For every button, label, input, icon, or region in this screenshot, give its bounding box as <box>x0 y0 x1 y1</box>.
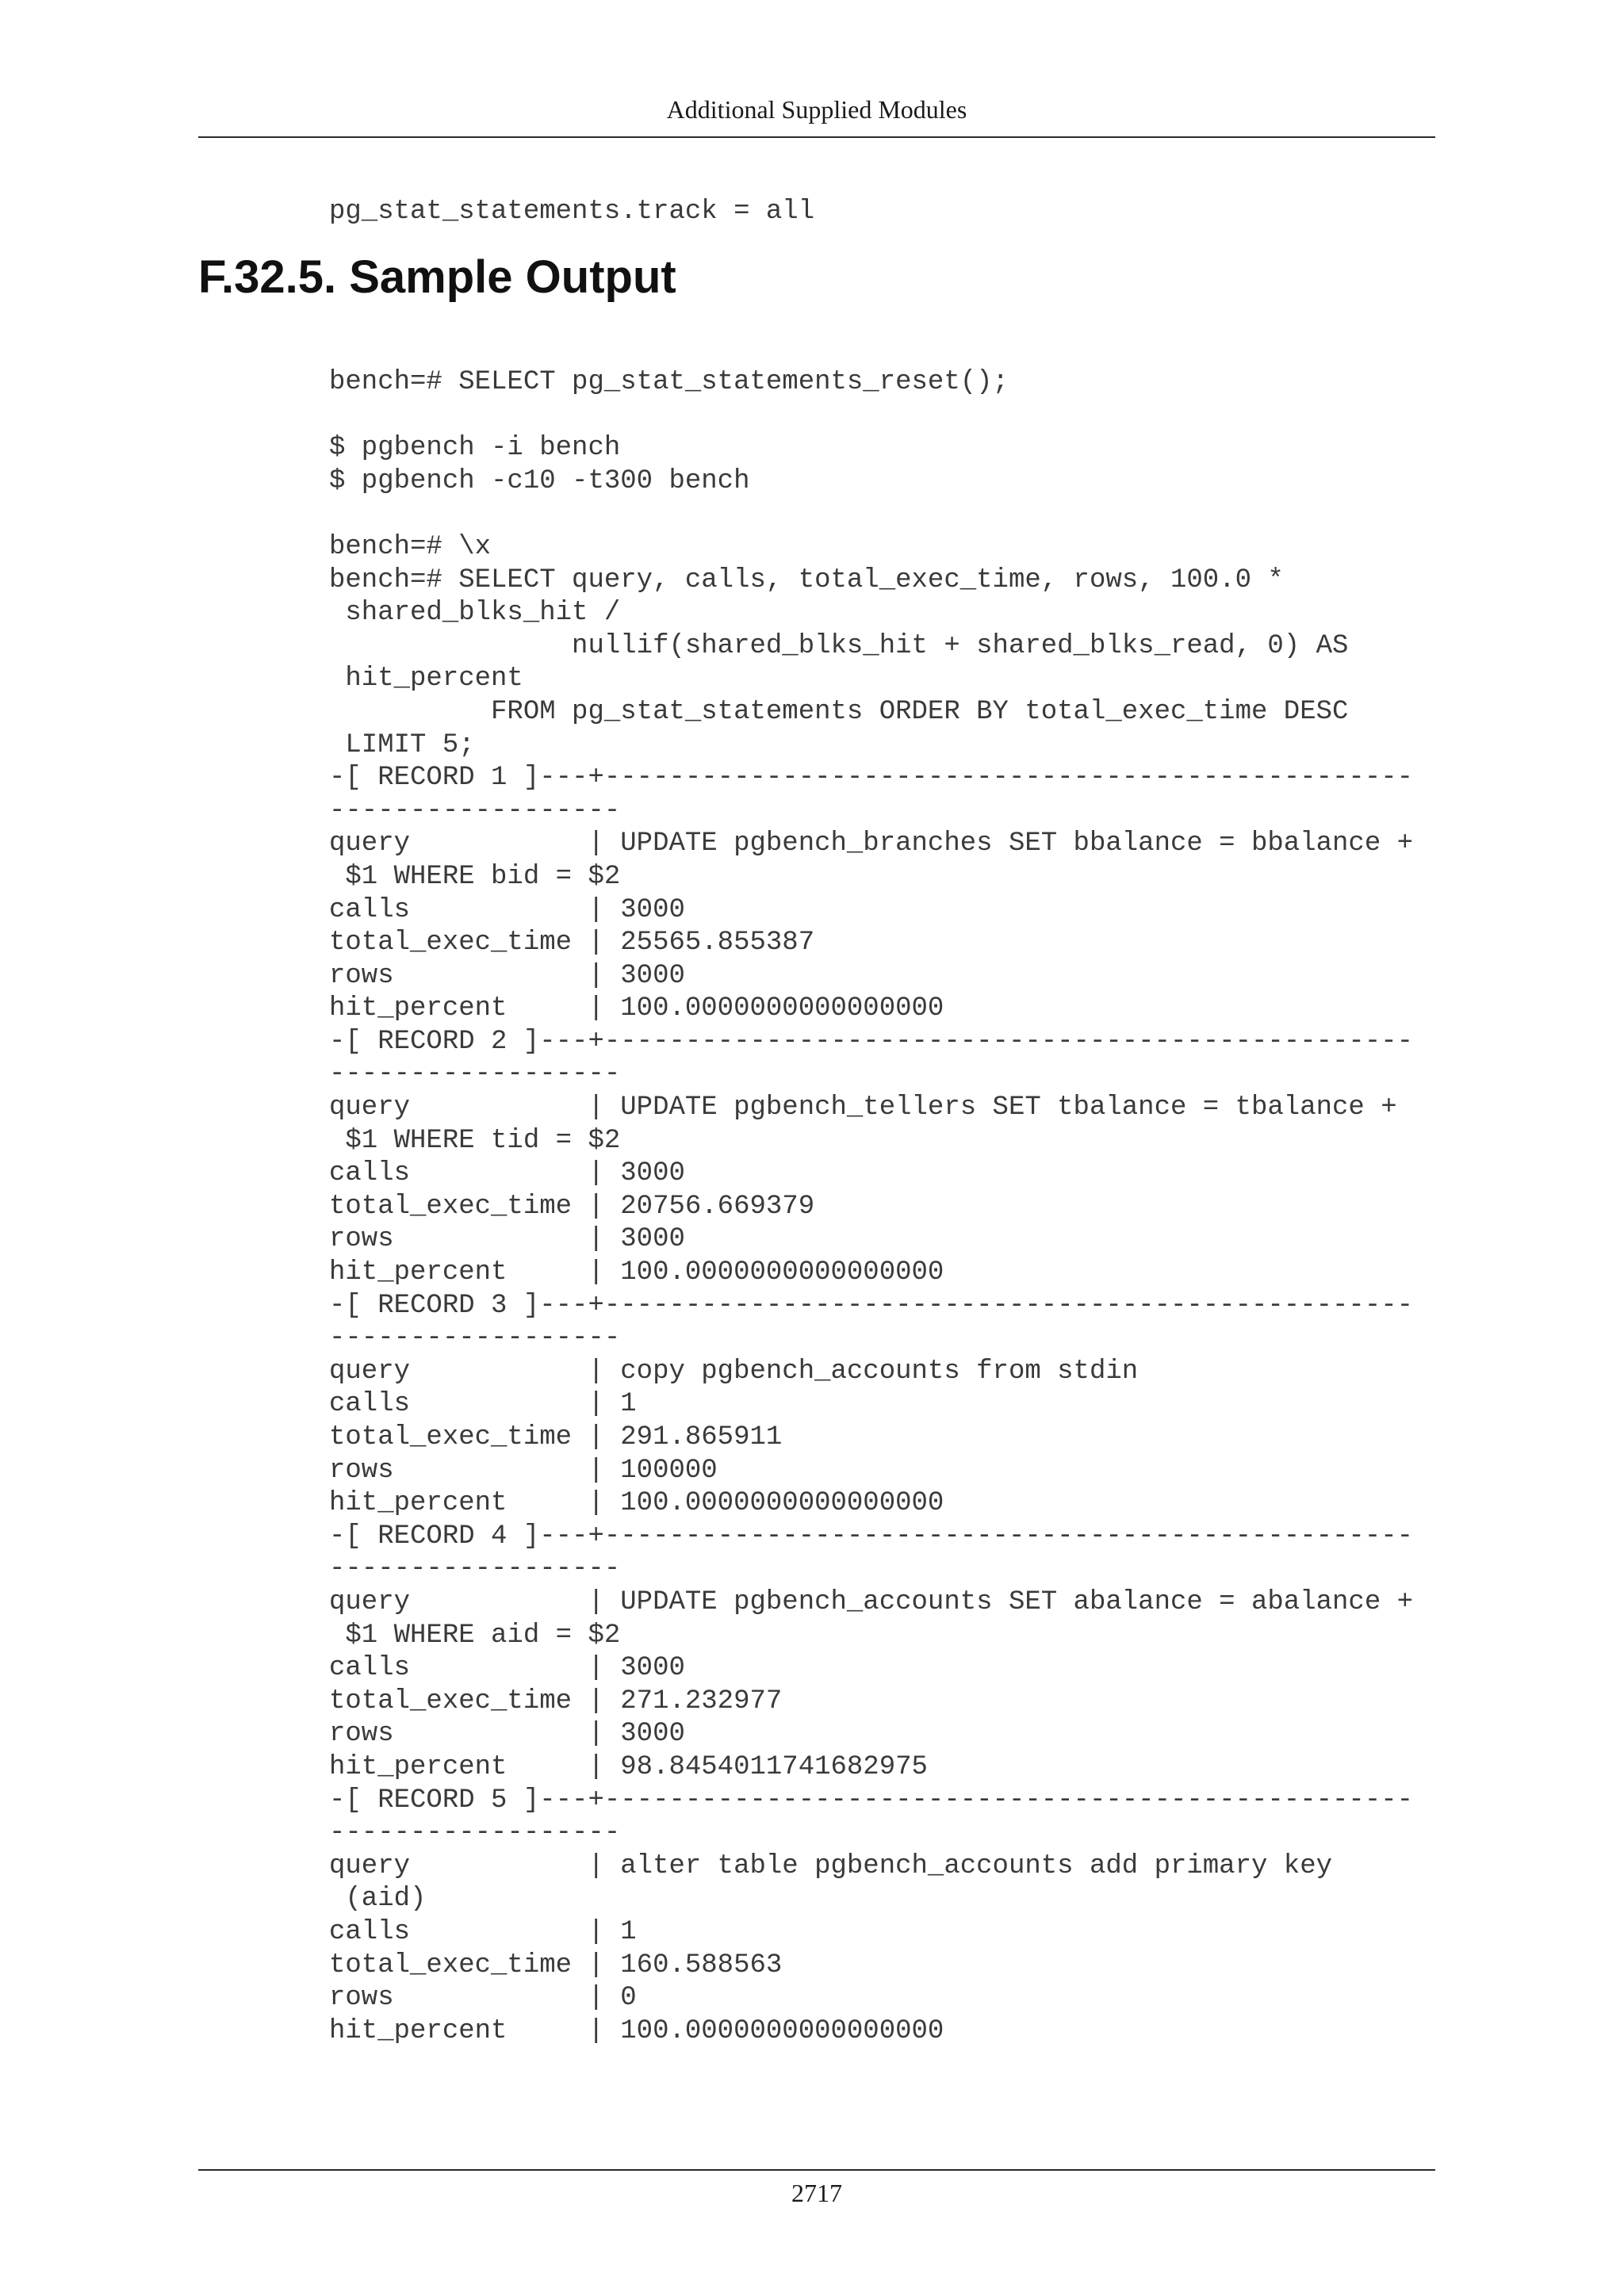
code-line: total_exec_time | 271.232977 <box>329 1686 783 1716</box>
code-line: LIMIT 5; <box>329 729 475 760</box>
code-line: hit_percent | 100.0000000000000000 <box>329 2015 944 2046</box>
code-line: query | copy pgbench_accounts from stdin <box>329 1356 1139 1387</box>
code-line: total_exec_time | 20756.669379 <box>329 1191 815 1222</box>
running-header: Additional Supplied Modules <box>666 95 967 124</box>
code-line: ------------------ <box>329 1059 621 1090</box>
code-line: query | UPDATE pgbench_branches SET bbalance = bbalance + <box>329 828 1414 859</box>
code-line: nullif(shared_blks_hit + shared_blks_read, 0) AS <box>329 630 1349 661</box>
footer-rule <box>198 2169 1435 2171</box>
code-line: ------------------ <box>329 1554 621 1585</box>
code-line: ------------------ <box>329 1323 621 1354</box>
section-heading: F.32.5. Sample Output <box>198 251 676 303</box>
code-line: hit_percent | 100.0000000000000000 <box>329 1488 944 1519</box>
code-line: calls | 1 <box>329 1916 637 1947</box>
config-code-block: pg_stat_statements.track = all <box>329 197 815 227</box>
code-line: bench=# \x <box>329 531 492 562</box>
code-line: -[ RECORD 4 ]---+-------------------------------------------------- <box>329 1521 1414 1552</box>
code-line: calls | 3000 <box>329 1158 685 1189</box>
code-line: $ pgbench -c10 -t300 bench <box>329 465 750 496</box>
code-line: rows | 0 <box>329 1983 637 2014</box>
code-line: bench=# SELECT pg_stat_statements_reset(); <box>329 367 1009 397</box>
code-line: calls | 3000 <box>329 1653 685 1684</box>
code-line: rows | 100000 <box>329 1455 718 1486</box>
code-line: $1 WHERE tid = $2 <box>329 1125 621 1156</box>
code-line: (aid) <box>329 1884 427 1915</box>
code-line: $1 WHERE bid = $2 <box>329 861 621 892</box>
header-rule <box>198 136 1435 138</box>
code-line: hit_percent | 100.0000000000000000 <box>329 993 944 1024</box>
code-line: bench=# SELECT query, calls, total_exec_time, rows, 100.0 * <box>329 564 1284 595</box>
code-line: -[ RECORD 2 ]---+-------------------------------------------------- <box>329 1026 1414 1057</box>
code-line: ------------------ <box>329 795 621 826</box>
code-line: hit_percent <box>329 664 523 695</box>
code-line: $ pgbench -i bench <box>329 433 621 464</box>
code-line: rows | 3000 <box>329 1224 685 1255</box>
code-line: $1 WHERE aid = $2 <box>329 1620 621 1651</box>
code-line: rows | 3000 <box>329 960 685 991</box>
code-line: -[ RECORD 5 ]---+-------------------------------------------------- <box>329 1785 1414 1816</box>
code-line: total_exec_time | 25565.855387 <box>329 928 815 959</box>
code-line: total_exec_time | 160.588563 <box>329 1950 783 1980</box>
code-line: query | alter table pgbench_accounts add primary key <box>329 1850 1333 1881</box>
code-line: ------------------ <box>329 1818 621 1849</box>
sample-output-code-block <box>329 366 1413 2048</box>
code-line: rows | 3000 <box>329 1719 685 1750</box>
page-number: 2717 <box>791 2179 842 2207</box>
code-line: shared_blks_hit / <box>329 598 621 629</box>
code-line: -[ RECORD 3 ]---+-------------------------------------------------- <box>329 1290 1414 1321</box>
code-line: FROM pg_stat_statements ORDER BY total_exec_time DESC <box>329 696 1349 727</box>
code-line: query | UPDATE pgbench_accounts SET abalance = abalance + <box>329 1586 1414 1617</box>
code-line: query | UPDATE pgbench_tellers SET tbalance = tbalance + <box>329 1093 1397 1123</box>
code-line: calls | 3000 <box>329 894 685 925</box>
code-line: total_exec_time | 291.865911 <box>329 1422 783 1452</box>
code-line: hit_percent | 100.0000000000000000 <box>329 1257 944 1288</box>
code-line: hit_percent | 98.8454011741682975 <box>329 1751 928 1782</box>
code-line: calls | 1 <box>329 1389 637 1420</box>
code-line: -[ RECORD 1 ]---+-------------------------------------------------- <box>329 763 1414 794</box>
